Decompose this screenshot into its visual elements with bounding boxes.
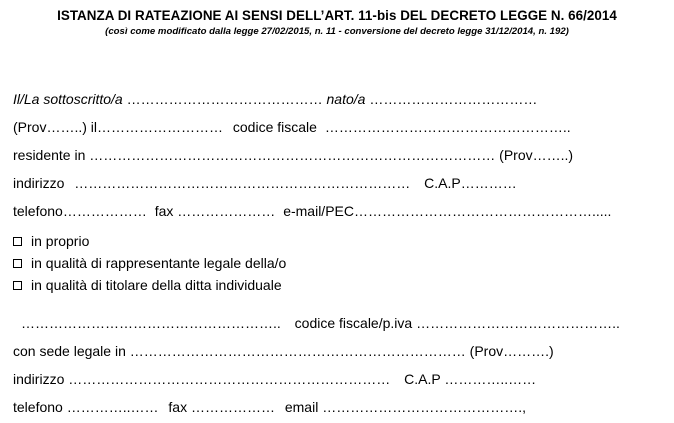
codice-fiscale-label: codice fiscale <box>232 119 317 135</box>
option-rappresentante-legale[interactable] <box>13 254 286 272</box>
checkbox-icon[interactable] <box>13 281 22 290</box>
sede-fax-field[interactable]: ……………… <box>190 399 275 415</box>
sede-indirizzo-field[interactable]: …………………………………………………………… <box>68 371 391 387</box>
checkbox-icon[interactable] <box>13 259 22 268</box>
sede-indirizzo-label: indirizzo <box>13 371 65 387</box>
residente-row <box>13 146 573 164</box>
sede-email-label: email <box>284 399 319 415</box>
telefono-label: telefono……………… <box>13 203 147 219</box>
residente-field[interactable]: …………………………………………………………………………… <box>89 147 496 163</box>
email-pec-field[interactable]: ……………………………………………..... <box>353 203 612 219</box>
document-subtitle: (così come modificato dalla legge 27/02/2015, n. 11 - conversione del decreto legge 31/12/2014, n. 192) <box>105 26 569 37</box>
nato-label: nato/a <box>326 91 366 107</box>
option-label: in qualità di rappresentante legale della/o <box>31 255 287 271</box>
sede-telefono-field[interactable]: …………..…… <box>66 399 159 415</box>
sede-indirizzo-row <box>13 370 536 388</box>
fax-field[interactable]: ………………… <box>177 203 276 219</box>
checkbox-icon[interactable] <box>13 237 22 246</box>
sede-email-field[interactable]: ……………………………………., <box>322 399 526 415</box>
option-label: in proprio <box>31 233 90 249</box>
contatti-row <box>13 202 611 220</box>
sede-prov-label: (Prov……….) <box>469 343 554 359</box>
sede-cap-field[interactable]: …………..…… <box>444 371 537 387</box>
sede-legale-field[interactable]: ……………………………………………………………… <box>129 343 466 359</box>
codice-fiscale-field[interactable]: …………………………………………….. <box>324 119 571 135</box>
sottoscritto-row <box>13 90 537 108</box>
indirizzo-label: indirizzo <box>13 175 65 191</box>
option-titolare-ditta[interactable] <box>13 276 282 294</box>
fax-label: fax <box>154 203 174 219</box>
email-pec-label: e-mail/PEC <box>283 203 354 219</box>
ditta-cf-row <box>13 314 620 332</box>
ditta-nome-field[interactable]: ……………………………………………….. <box>21 315 281 331</box>
date-field[interactable]: ……………………… <box>97 119 223 135</box>
codice-fiscale-piva-label: codice fiscale/p.iva <box>294 315 413 331</box>
sede-fax-label: fax <box>168 399 188 415</box>
sede-legale-row <box>13 342 554 360</box>
indirizzo-field[interactable]: ……………………………………………………………… <box>74 175 411 191</box>
prov-cf-row <box>13 118 571 136</box>
option-in-proprio[interactable] <box>13 232 89 250</box>
residente-label: residente in <box>13 147 86 163</box>
cap-label: C.A.P………… <box>424 175 517 191</box>
residente-prov-label: (Prov……..) <box>499 147 574 163</box>
codice-fiscale-piva-field[interactable]: …………………………………….. <box>416 315 620 331</box>
sede-contatti-row <box>13 398 526 416</box>
sottoscritto-label: Il/La sottoscritto/a <box>13 91 123 107</box>
option-label: in qualità di titolare della ditta individuale <box>31 277 282 293</box>
sede-telefono-label: telefono <box>13 399 63 415</box>
sede-legale-label: con sede legale in <box>13 343 126 359</box>
prov-date-label: (Prov……..) il <box>13 119 97 135</box>
nato-field[interactable]: ……………………………… <box>369 91 538 107</box>
sede-cap-label: C.A.P <box>404 371 441 387</box>
indirizzo-row <box>13 174 517 192</box>
document-title: ISTANZA DI RATEAZIONE AI SENSI DELL’ART. 11-bis DEL DECRETO LEGGE N. 66/2014 <box>57 8 617 23</box>
sottoscritto-field[interactable]: …………………………………… <box>126 91 323 107</box>
